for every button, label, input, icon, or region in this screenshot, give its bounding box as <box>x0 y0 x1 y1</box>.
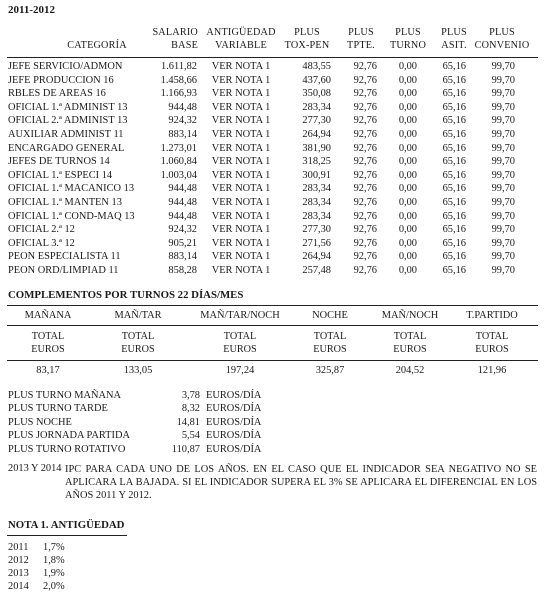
cell-plus-asit: 65,16 <box>442 265 466 276</box>
table-row <box>0 210 545 223</box>
cell-plus-convenio: 99,70 <box>491 265 515 276</box>
header-salario: SALARIO BASE <box>152 27 198 51</box>
table-row <box>0 155 545 168</box>
plus-value: 5,54 <box>181 430 200 442</box>
plus-item <box>8 429 308 442</box>
cell-plus-convenio: 99,70 <box>491 115 515 127</box>
cell-categoria: JEFE PRODUCCION 16 <box>8 74 114 86</box>
plus-value: 3,78 <box>181 390 200 401</box>
cell-plus-tox: 277,30 <box>302 224 331 236</box>
table-row <box>0 182 545 195</box>
cell-plus-turno: 0,00 <box>398 101 417 113</box>
cell-categoria: OFICIAL 1.ª MACANICO 13 <box>8 183 135 195</box>
complement-value: 121,96 <box>477 365 507 376</box>
plus-label: PLUS TURNO ROTATIVO <box>8 443 126 455</box>
table-row <box>0 128 545 141</box>
plus-item <box>8 389 308 402</box>
cell-plus-convenio: 99,70 <box>491 74 515 86</box>
cell-antiguedad: VER NOTA 1 <box>211 237 271 249</box>
plus-unit: EUROS/DÍA <box>206 430 262 442</box>
cell-categoria: ENCARGADO GENERAL <box>8 142 125 154</box>
cell-antiguedad: VER NOTA 1 <box>211 101 271 113</box>
cell-plus-asit: 65,16 <box>442 129 466 140</box>
table-row <box>0 74 545 87</box>
cell-plus-convenio: 99,70 <box>491 224 515 236</box>
cell-antiguedad: VER NOTA 1 <box>211 142 271 154</box>
table-row <box>0 60 545 73</box>
cell-plus-tox: 264,94 <box>302 129 331 140</box>
cell-salario: 1.003,04 <box>160 169 197 181</box>
table-row <box>0 250 545 263</box>
cell-categoria: JEFES DE TURNOS 14 <box>8 156 110 168</box>
cell-plus-asit: 65,16 <box>442 237 466 249</box>
complement-header: MAÑ/NOCH <box>381 310 439 321</box>
complement-total-label: TOTAL EUROS <box>313 331 347 355</box>
complement-value: 325,87 <box>315 365 345 376</box>
cell-salario: 883,14 <box>168 251 197 263</box>
cell-plus-tox: 318,25 <box>302 156 331 168</box>
period-title: 2011-2012 <box>8 4 56 16</box>
header-plus-convenio: PLUS CONVENIO <box>474 27 530 51</box>
cell-antiguedad: VER NOTA 1 <box>211 129 271 140</box>
complement-header: MAÑ/TAR <box>114 310 162 321</box>
cell-categoria: OFICIAL 1.ª ADMINIST 13 <box>8 101 128 113</box>
cell-plus-turno: 0,00 <box>398 224 417 236</box>
cell-categoria: PEON ESPECIALISTA 11 <box>8 251 121 263</box>
table-row <box>0 101 545 114</box>
complements-mid-rule <box>7 325 538 326</box>
cell-plus-turno: 0,00 <box>398 74 417 86</box>
cell-plus-tox: 283,34 <box>302 210 331 222</box>
cell-plus-tox: 283,34 <box>302 101 331 113</box>
cell-plus-convenio: 99,70 <box>491 156 515 168</box>
cell-plus-tox: 277,30 <box>302 115 331 127</box>
ipc-note-text: IPC PARA CADA UNO DE LOS AÑOS. EN EL CASO QUE EL INDICADOR SEA NEGATIVO NO SE APLICARA LA BAJADA. SI EL INDICADOR SUPERA EL 3% SE APLICARA EL DIFERENCIAL EN LOS AÑOS 2011 Y 2012. <box>65 464 537 501</box>
plus-unit: EUROS/DÍA <box>206 443 262 455</box>
cell-plus-tpte: 92,76 <box>353 88 377 100</box>
cell-plus-tpte: 92,76 <box>353 74 377 86</box>
cell-plus-tpte: 92,76 <box>353 169 377 181</box>
complements-title: COMPLEMENTOS POR TURNOS 22 DÍAS/MES <box>8 289 244 301</box>
cell-antiguedad: VER NOTA 1 <box>211 74 271 86</box>
nota-antiguedad-title: NOTA 1. ANTIGÜEDAD <box>8 519 125 531</box>
complements-bottom-rule <box>7 360 538 361</box>
cell-categoria: PEON ORD/LIMPIAD 11 <box>8 265 119 276</box>
cell-plus-turno: 0,00 <box>398 265 417 276</box>
cell-antiguedad: VER NOTA 1 <box>211 115 271 127</box>
cell-plus-asit: 65,16 <box>442 183 466 195</box>
cell-categoria: OFICIAL 2.ª 12 <box>8 224 75 236</box>
complement-header: NOCHE <box>312 310 348 321</box>
complement-header: T.PARTIDO <box>466 310 518 321</box>
table-row <box>0 264 545 277</box>
antiguedad-year: 2011 <box>8 542 29 553</box>
header-plus-turno: PLUS TURNO <box>389 27 427 51</box>
cell-salario: 1.273,01 <box>160 142 197 154</box>
cell-plus-tpte: 92,76 <box>353 115 377 127</box>
plus-label: PLUS TURNO TARDE <box>8 403 108 415</box>
antiguedad-pct: 1,8% <box>43 555 65 566</box>
header-antiguedad: ANTIGÜEDAD VARIABLE <box>206 27 276 51</box>
cell-plus-tox: 264,94 <box>302 251 331 263</box>
complement-value: 83,17 <box>36 365 60 376</box>
cell-plus-tpte: 92,76 <box>353 61 377 72</box>
complement-value: 197,24 <box>225 365 255 376</box>
cell-plus-tpte: 92,76 <box>353 129 377 140</box>
cell-plus-tpte: 92,76 <box>353 197 377 208</box>
cell-categoria: JEFE SERVICIO/ADMON <box>8 61 123 72</box>
cell-plus-turno: 0,00 <box>398 156 417 168</box>
salary-table-header <box>0 27 545 53</box>
cell-plus-asit: 65,16 <box>442 88 466 100</box>
cell-plus-tpte: 92,76 <box>353 156 377 168</box>
table-row <box>0 142 545 155</box>
cell-plus-tpte: 92,76 <box>353 251 377 263</box>
cell-categoria: AUXILIAR ADMINIST 11 <box>8 129 124 140</box>
cell-plus-tox: 257,48 <box>302 265 331 276</box>
antiguedad-year: 2012 <box>8 555 29 566</box>
cell-plus-turno: 0,00 <box>398 61 417 72</box>
plus-label: PLUS JORNADA PARTIDA <box>8 430 130 442</box>
header-rule <box>7 57 538 58</box>
cell-plus-tpte: 92,76 <box>353 265 377 276</box>
cell-plus-convenio: 99,70 <box>491 210 515 222</box>
complement-total-label: TOTAL EUROS <box>393 331 427 355</box>
cell-plus-turno: 0,00 <box>398 237 417 249</box>
plus-unit: EUROS/DÍA <box>206 403 262 415</box>
complements-top-rule <box>7 305 538 306</box>
cell-plus-convenio: 99,70 <box>491 101 515 113</box>
cell-plus-tox: 381,90 <box>302 142 331 154</box>
cell-salario: 944,48 <box>168 101 197 113</box>
plus-item <box>8 402 308 415</box>
plus-value: 14,81 <box>176 416 200 428</box>
cell-plus-tpte: 92,76 <box>353 142 377 154</box>
cell-plus-asit: 65,16 <box>442 156 466 168</box>
cell-plus-convenio: 99,70 <box>491 197 515 208</box>
cell-plus-tox: 283,34 <box>302 183 331 195</box>
complement-value: 204,52 <box>395 365 425 376</box>
cell-plus-tox: 300,91 <box>302 169 331 181</box>
header-plus-tpte: PLUS TPTE. <box>347 27 375 51</box>
plus-value: 8,32 <box>181 403 200 415</box>
plus-value: 110,87 <box>171 443 200 455</box>
cell-plus-convenio: 99,70 <box>491 183 515 195</box>
complement-value: 133,05 <box>123 365 153 376</box>
cell-salario: 1.611,82 <box>161 61 197 72</box>
cell-plus-tox: 350,08 <box>302 88 331 100</box>
cell-antiguedad: VER NOTA 1 <box>211 210 271 222</box>
cell-plus-tox: 271,56 <box>302 237 331 249</box>
header-plus-asit: PLUS ASIT. <box>441 27 467 51</box>
table-row <box>0 223 545 236</box>
cell-categoria: OFICIAL 3.ª 12 <box>8 237 75 249</box>
plus-unit: EUROS/DÍA <box>206 416 262 428</box>
cell-plus-tpte: 92,76 <box>353 224 377 236</box>
cell-plus-turno: 0,00 <box>398 142 417 154</box>
cell-salario: 1.060,84 <box>160 156 197 168</box>
cell-categoria: OFICIAL 1.ª COND-MAQ 13 <box>8 210 135 222</box>
cell-antiguedad: VER NOTA 1 <box>211 183 271 195</box>
antiguedad-pct: 1,7% <box>43 542 65 553</box>
complement-total-label: TOTAL EUROS <box>31 331 65 355</box>
cell-plus-asit: 65,16 <box>442 74 466 86</box>
cell-categoria: OFICIAL 1.ª ESPECI 14 <box>8 169 113 181</box>
cell-categoria: OFICIAL 1.ª MANTEN 13 <box>8 197 122 208</box>
cell-plus-tpte: 92,76 <box>353 101 377 113</box>
cell-plus-turno: 0,00 <box>398 183 417 195</box>
cell-plus-tox: 483,55 <box>302 61 331 72</box>
antiguedad-year: 2013 <box>8 568 29 579</box>
cell-plus-convenio: 99,70 <box>491 129 515 140</box>
cell-plus-turno: 0,00 <box>398 251 417 263</box>
cell-salario: 924,32 <box>168 115 197 127</box>
complement-total-label: TOTAL EUROS <box>223 331 257 355</box>
cell-salario: 1.458,66 <box>160 74 197 86</box>
cell-antiguedad: VER NOTA 1 <box>211 197 271 208</box>
cell-plus-convenio: 99,70 <box>491 169 515 181</box>
cell-plus-asit: 65,16 <box>442 197 466 208</box>
cell-plus-asit: 65,16 <box>442 224 466 236</box>
antiguedad-pct: 2,0% <box>43 581 65 592</box>
cell-plus-asit: 65,16 <box>442 101 466 113</box>
cell-antiguedad: VER NOTA 1 <box>211 224 271 236</box>
cell-plus-asit: 65,16 <box>442 169 466 181</box>
cell-antiguedad: VER NOTA 1 <box>211 265 271 276</box>
cell-plus-asit: 65,16 <box>442 210 466 222</box>
table-row <box>0 114 545 127</box>
cell-antiguedad: VER NOTA 1 <box>211 61 271 72</box>
cell-plus-convenio: 99,70 <box>491 142 515 154</box>
antiguedad-year: 2014 <box>8 581 29 592</box>
cell-salario: 944,48 <box>168 183 197 195</box>
nota-title-underline <box>7 535 127 536</box>
plus-label: PLUS TURNO MAÑANA <box>8 390 121 401</box>
complement-total-label: TOTAL EUROS <box>121 331 155 355</box>
cell-plus-convenio: 99,70 <box>491 88 515 100</box>
table-row <box>0 196 545 209</box>
cell-plus-turno: 0,00 <box>398 129 417 140</box>
cell-salario: 858,28 <box>168 265 197 276</box>
plus-unit: EUROS/DÍA <box>206 390 262 401</box>
cell-plus-tox: 437,60 <box>302 74 331 86</box>
cell-plus-turno: 0,00 <box>398 169 417 181</box>
plus-item <box>8 443 308 456</box>
cell-plus-turno: 0,00 <box>398 115 417 127</box>
cell-plus-convenio: 99,70 <box>491 237 515 249</box>
cell-plus-tpte: 92,76 <box>353 183 377 195</box>
cell-plus-tpte: 92,76 <box>353 237 377 249</box>
antiguedad-pct: 1,9% <box>43 568 65 579</box>
complement-header: MAÑ/TAR/NOCH <box>200 310 280 321</box>
cell-plus-asit: 65,16 <box>442 61 466 72</box>
cell-salario: 883,14 <box>168 129 197 140</box>
cell-antiguedad: VER NOTA 1 <box>211 169 271 181</box>
cell-plus-convenio: 99,70 <box>491 251 515 263</box>
cell-plus-convenio: 99,70 <box>491 61 515 72</box>
cell-plus-turno: 0,00 <box>398 88 417 100</box>
ipc-note-years: 2013 Y 2014 <box>8 463 62 474</box>
cell-plus-tox: 283,34 <box>302 197 331 208</box>
cell-categoria: RBLES DE AREAS 16 <box>8 88 106 100</box>
cell-salario: 1.166,93 <box>160 88 197 100</box>
table-row <box>0 169 545 182</box>
plus-item <box>8 416 308 429</box>
cell-salario: 944,48 <box>168 197 197 208</box>
cell-plus-tpte: 92,76 <box>353 210 377 222</box>
cell-antiguedad: VER NOTA 1 <box>211 251 271 263</box>
cell-plus-asit: 65,16 <box>442 251 466 263</box>
cell-plus-turno: 0,00 <box>398 210 417 222</box>
table-row <box>0 237 545 250</box>
header-plus-tox: PLUS TOX-PEN <box>284 27 330 51</box>
cell-antiguedad: VER NOTA 1 <box>211 156 271 168</box>
table-row <box>0 87 545 100</box>
cell-salario: 944,48 <box>168 210 197 222</box>
cell-categoria: OFICIAL 2.ª ADMINIST 13 <box>8 115 128 127</box>
complement-total-label: TOTAL EUROS <box>475 331 509 355</box>
complement-header: MAÑANA <box>24 310 72 321</box>
cell-antiguedad: VER NOTA 1 <box>211 88 271 100</box>
cell-salario: 924,32 <box>168 224 197 236</box>
cell-salario: 905,21 <box>168 237 197 249</box>
cell-plus-asit: 65,16 <box>442 115 466 127</box>
header-categoria: CATEGORÍA <box>67 40 127 51</box>
cell-plus-asit: 65,16 <box>442 142 466 154</box>
cell-plus-turno: 0,00 <box>398 197 417 208</box>
plus-label: PLUS NOCHE <box>8 416 72 428</box>
